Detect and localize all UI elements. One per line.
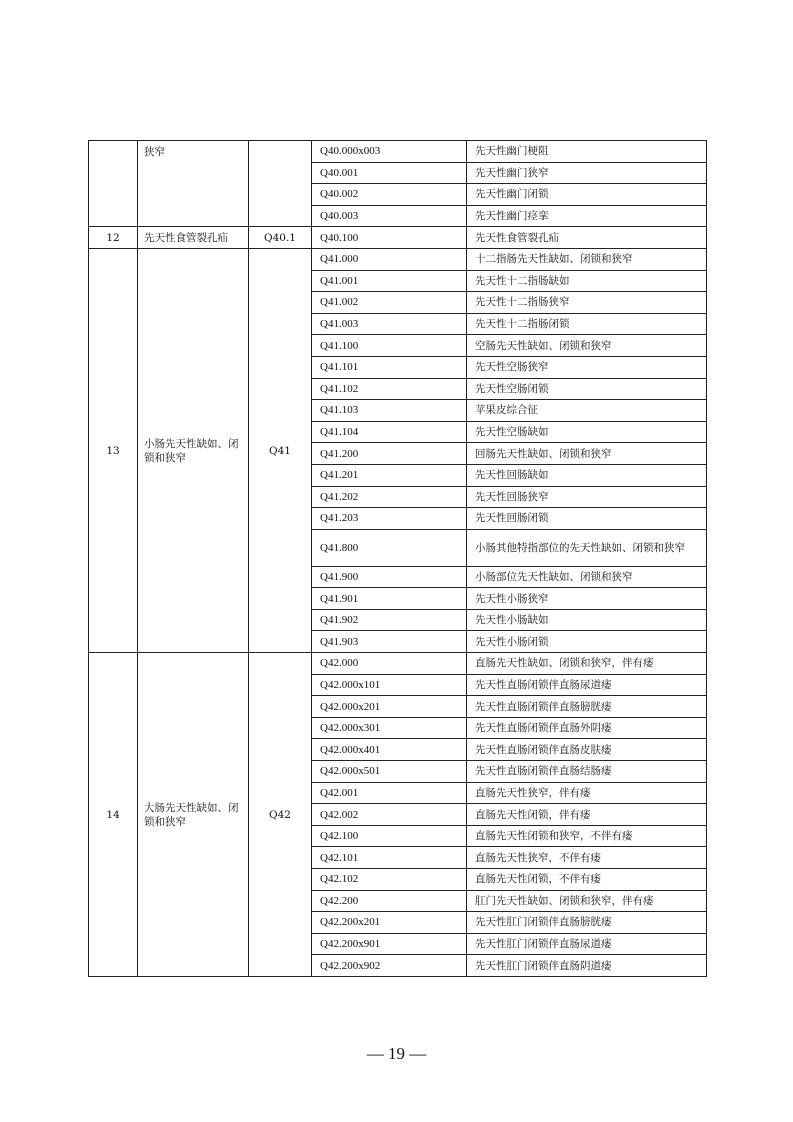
diagnosis-code-cell: Q40.002: [312, 184, 467, 206]
diagnosis-code-cell: Q42.101: [312, 847, 467, 869]
diagnosis-name-cell: 先天性肛门闭锁伴直肠尿道瘘: [467, 933, 707, 955]
diagnosis-name-cell: 直肠先天性狭窄，不伴有瘘: [467, 847, 707, 869]
sequence-number-cell: 14: [89, 653, 138, 977]
disease-name-cell: 先天性食管裂孔疝: [138, 227, 249, 249]
disease-name-cell: 小肠先天性缺如、闭锁和狭窄: [138, 248, 249, 652]
diagnosis-name-cell: 直肠先天性闭锁和狭窄，不伴有瘘: [467, 825, 707, 847]
diagnosis-code-cell: Q41.201: [312, 464, 467, 486]
diagnosis-name-cell: 空肠先天性缺如、闭锁和狭窄: [467, 335, 707, 357]
diagnosis-code-cell: Q42.200x201: [312, 912, 467, 934]
diagnosis-name-cell: 苹果皮综合征: [467, 400, 707, 422]
diagnosis-code-cell: Q41.202: [312, 486, 467, 508]
diagnosis-name-cell: 先天性幽门闭锁: [467, 184, 707, 206]
diagnosis-code-cell: Q42.000x401: [312, 739, 467, 761]
diagnosis-name-cell: 回肠先天性缺如、闭锁和狭窄: [467, 443, 707, 465]
sequence-number-cell: 13: [89, 248, 138, 652]
diagnosis-name-cell: 十二指肠先天性缺如、闭锁和狭窄: [467, 248, 707, 270]
diagnosis-name-cell: 先天性幽门痉挛: [467, 205, 707, 227]
diagnosis-name-cell: 先天性回肠闭锁: [467, 508, 707, 530]
diagnosis-code-cell: Q41.104: [312, 421, 467, 443]
diagnosis-code-cell: Q42.002: [312, 804, 467, 826]
diagnosis-name-cell: 先天性小肠狭窄: [467, 588, 707, 610]
diagnosis-code-cell: Q42.200x901: [312, 933, 467, 955]
diagnosis-name-cell: 先天性回肠缺如: [467, 464, 707, 486]
table-row: [89, 653, 707, 675]
category-code-cell: Q40.1: [249, 227, 312, 249]
disease-name-cell: 大肠先天性缺如、闭锁和狭窄: [138, 653, 249, 977]
diagnosis-code-cell: Q42.200x902: [312, 955, 467, 977]
diagnosis-code-cell: Q40.100: [312, 227, 467, 249]
diagnosis-code-cell: Q41.902: [312, 609, 467, 631]
diagnosis-name-cell: 先天性直肠闭锁伴直肠外阴瘘: [467, 717, 707, 739]
diagnosis-name-cell: 先天性直肠闭锁伴直肠皮肤瘘: [467, 739, 707, 761]
diagnosis-code-cell: Q42.100: [312, 825, 467, 847]
diagnosis-code-cell: Q42.200: [312, 890, 467, 912]
diagnosis-name-cell: 小肠部位先天性缺如、闭锁和狭窄: [467, 566, 707, 588]
diagnosis-code-cell: Q41.102: [312, 378, 467, 400]
diagnosis-code-cell: Q42.000x201: [312, 696, 467, 718]
diagnosis-code-cell: Q42.001: [312, 782, 467, 804]
diagnosis-name-cell: 先天性小肠缺如: [467, 609, 707, 631]
disease-name-cell: 狭窄: [138, 141, 249, 227]
diagnosis-name-cell: 先天性回肠狭窄: [467, 486, 707, 508]
diagnosis-name-cell: 先天性肛门闭锁伴直肠膀胱瘘: [467, 912, 707, 934]
table-row: [89, 248, 707, 270]
diagnosis-name-cell: 肛门先天性缺如、闭锁和狭窄，伴有瘘: [467, 890, 707, 912]
diagnosis-name-cell: 先天性十二指肠缺如: [467, 270, 707, 292]
diagnosis-name-cell: 先天性小肠闭锁: [467, 631, 707, 653]
diagnosis-name-cell: 先天性幽门狭窄: [467, 162, 707, 184]
diagnosis-code-cell: Q41.003: [312, 313, 467, 335]
diagnosis-name-cell: 小肠其他特指部位的先天性缺如、闭锁和狭窄: [467, 529, 707, 566]
diagnosis-code-cell: Q42.000x301: [312, 717, 467, 739]
category-code-cell: [249, 141, 312, 227]
diagnosis-code-cell: Q41.101: [312, 356, 467, 378]
diagnosis-name-cell: 直肠先天性狭窄，伴有瘘: [467, 782, 707, 804]
diagnosis-code-cell: Q41.002: [312, 292, 467, 314]
diagnosis-name-cell: 先天性直肠闭锁伴直肠尿道瘘: [467, 674, 707, 696]
sequence-number-cell: 12: [89, 227, 138, 249]
diagnosis-name-cell: 直肠先天性闭锁，不伴有瘘: [467, 869, 707, 891]
diagnosis-name-cell: 直肠先天性缺如、闭锁和狭窄，伴有瘘: [467, 653, 707, 675]
diagnosis-code-cell: Q41.103: [312, 400, 467, 422]
diagnosis-code-cell: Q41.000: [312, 248, 467, 270]
diagnosis-name-cell: 先天性十二指肠闭锁: [467, 313, 707, 335]
page-number: — 19 —: [366, 1044, 427, 1063]
diagnosis-name-cell: 先天性十二指肠狭窄: [467, 292, 707, 314]
diagnosis-code-cell: Q42.000: [312, 653, 467, 675]
table-body: [89, 141, 707, 977]
table-row: [89, 227, 707, 249]
diagnosis-name-cell: 先天性肛门闭锁伴直肠阴道瘘: [467, 955, 707, 977]
diagnosis-code-cell: Q41.901: [312, 588, 467, 610]
diagnosis-name-cell: 先天性空肠闭锁: [467, 378, 707, 400]
sequence-number-cell: [89, 141, 138, 227]
diagnosis-code-cell: Q41.900: [312, 566, 467, 588]
diagnosis-code-cell: Q40.003: [312, 205, 467, 227]
diagnosis-name-cell: 先天性幽门梗阻: [467, 141, 707, 163]
table-row: [89, 141, 707, 163]
diagnosis-code-cell: Q41.800: [312, 529, 467, 566]
diagnosis-name-cell: 先天性空肠缺如: [467, 421, 707, 443]
diagnosis-code-cell: Q42.000x501: [312, 761, 467, 783]
diagnosis-code-cell: Q41.001: [312, 270, 467, 292]
diagnosis-name-cell: 先天性食管裂孔疝: [467, 227, 707, 249]
diagnosis-code-cell: Q40.001: [312, 162, 467, 184]
diagnosis-code-cell: Q42.102: [312, 869, 467, 891]
diagnosis-code-cell: Q41.200: [312, 443, 467, 465]
diagnosis-code-cell: Q42.000x101: [312, 674, 467, 696]
diagnosis-name-cell: 先天性空肠狭窄: [467, 356, 707, 378]
diagnosis-code-cell: Q41.903: [312, 631, 467, 653]
diagnosis-code-cell: Q41.100: [312, 335, 467, 357]
diagnosis-code-table: [88, 140, 707, 977]
diagnosis-code-cell: Q41.203: [312, 508, 467, 530]
diagnosis-name-cell: 直肠先天性闭锁，伴有瘘: [467, 804, 707, 826]
diagnosis-code-cell: Q40.000x003: [312, 141, 467, 163]
category-code-cell: Q42: [249, 653, 312, 977]
diagnosis-name-cell: 先天性直肠闭锁伴直肠结肠瘘: [467, 761, 707, 783]
category-code-cell: Q41: [249, 248, 312, 652]
diagnosis-name-cell: 先天性直肠闭锁伴直肠膀胱瘘: [467, 696, 707, 718]
